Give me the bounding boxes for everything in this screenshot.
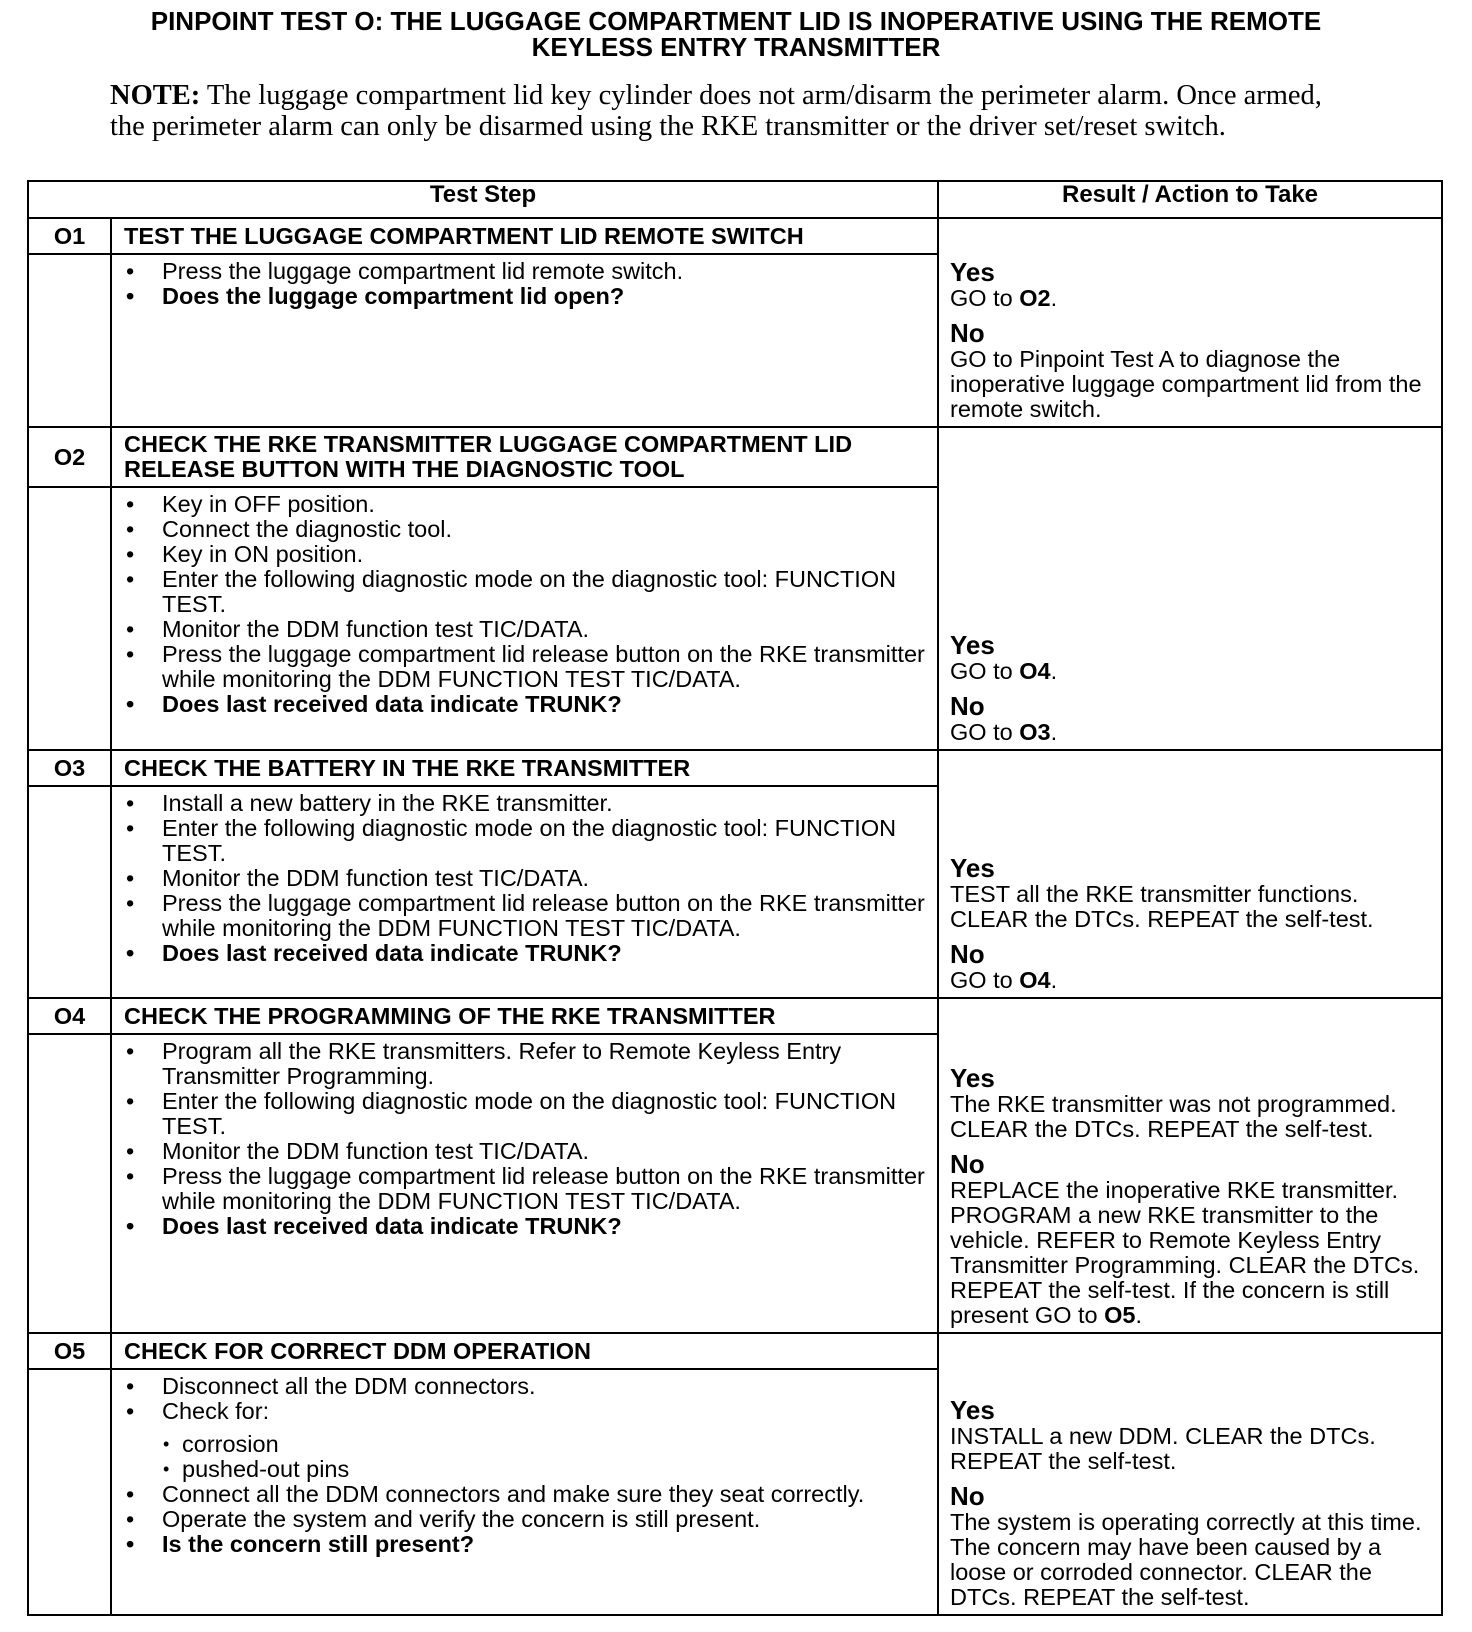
title-line-1: PINPOINT TEST O: THE LUGGAGE COMPARTMENT LID IS INOPERATIVE USING THE REMOTE: [150, 6, 1322, 36]
yes-action: TEST all the RKE transmitter functions. CLEAR the DTCs. REPEAT the self-test.: [950, 881, 1374, 932]
step-instructions: [111, 1369, 938, 1615]
yes-label: Yes: [950, 853, 995, 883]
step-number-blank: [28, 786, 111, 998]
step-o5-result: [938, 1333, 1442, 1615]
check-for-sublist: [162, 1432, 927, 1482]
step-title: CHECK THE BATTERY IN THE RKE TRANSMITTER: [111, 750, 938, 786]
no-label: No: [950, 691, 985, 721]
step-number: O4: [28, 998, 111, 1034]
step-instructions: [111, 254, 938, 427]
step-reference: O4: [1019, 658, 1051, 684]
instruction-item: [124, 1399, 927, 1482]
step-title: CHECK THE RKE TRANSMITTER LUGGAGE COMPARTMENT LID RELEASE BUTTON WITH THE DIAGNOSTIC TOOL: [111, 427, 938, 487]
step-o3-title-row: [28, 750, 1442, 786]
instruction-item: • Key in ON position.: [124, 542, 927, 567]
step-reference: O3: [1019, 719, 1051, 745]
step-number-blank: [28, 487, 111, 750]
no-action: REPLACE the inoperative RKE transmitter. PROGRAM a new RKE transmitter to the vehicle. REFER to Remote Keyless Entry Transmitter Programming. CLEAR the DTCs. REPEAT the self-test. If the concern is still present GO to O5.: [950, 1177, 1420, 1328]
step-o5-title-row: [28, 1333, 1442, 1369]
sub-item: • corrosion: [162, 1432, 927, 1457]
step-reference: O4: [1019, 967, 1051, 993]
step-number-blank: [28, 254, 111, 427]
instruction-question: • Is the concern still present?: [124, 1532, 927, 1557]
step-title: CHECK THE PROGRAMMING OF THE RKE TRANSMITTER: [111, 998, 938, 1034]
instruction-question: • Does last received data indicate TRUNK?: [124, 1214, 927, 1239]
note-paragraph: [110, 80, 1360, 142]
yes-action: GO to O2.: [950, 285, 1058, 311]
pinpoint-test-table: [27, 180, 1443, 1616]
instruction-item: • Enter the following diagnostic mode on the diagnostic tool: FUNCTION TEST.: [124, 1089, 927, 1139]
no-label: No: [950, 318, 985, 348]
step-number: O5: [28, 1333, 111, 1369]
step-o1-result: [938, 218, 1442, 427]
instruction-item: • Connect all the DDM connectors and make sure they seat correctly.: [124, 1482, 927, 1507]
step-o2-title-row: [28, 427, 1442, 487]
column-header-test-step: Test Step: [28, 181, 938, 218]
instruction-item: • Press the luggage compartment lid remote switch.: [124, 259, 927, 284]
step-reference: O2: [1019, 285, 1051, 311]
step-number-blank: [28, 1369, 111, 1615]
table-header-row: [28, 181, 1442, 218]
yes-action: The RKE transmitter was not programmed. CLEAR the DTCs. REPEAT the self-test.: [950, 1091, 1397, 1142]
no-label: No: [950, 1481, 985, 1511]
title-line-2: KEYLESS ENTRY TRANSMITTER: [531, 32, 941, 62]
step-o3-result: [938, 750, 1442, 998]
instruction-item: • Monitor the DDM function test TIC/DATA.: [124, 1139, 927, 1164]
no-label: No: [950, 939, 985, 969]
step-instructions: [111, 487, 938, 750]
step-instructions: [111, 786, 938, 998]
step-number: O1: [28, 218, 111, 254]
no-action: GO to O4.: [950, 967, 1058, 993]
instruction-item: • Monitor the DDM function test TIC/DATA.: [124, 617, 927, 642]
instruction-question: • Does last received data indicate TRUNK?: [124, 692, 927, 717]
step-reference: O5: [1104, 1302, 1136, 1328]
yes-label: Yes: [950, 1395, 995, 1425]
no-action: GO to O3.: [950, 719, 1058, 745]
instruction-item: • Press the luggage compartment lid release button on the RKE transmitter while monitoring the DDM FUNCTION TEST TIC/DATA.: [124, 642, 927, 692]
step-number-blank: [28, 1034, 111, 1333]
instruction-item: • Connect the diagnostic tool.: [124, 517, 927, 542]
step-o4-result: [938, 998, 1442, 1333]
yes-action: INSTALL a new DDM. CLEAR the DTCs. REPEAT the self-test.: [950, 1423, 1376, 1474]
instruction-question: • Does last received data indicate TRUNK?: [124, 941, 927, 966]
no-label: No: [950, 1149, 985, 1179]
check-for-label: Check for:: [162, 1398, 270, 1424]
instruction-item: • Monitor the DDM function test TIC/DATA.: [124, 866, 927, 891]
instruction-item: • Operate the system and verify the concern is still present.: [124, 1507, 927, 1532]
step-instructions: [111, 1034, 938, 1333]
yes-label: Yes: [950, 630, 995, 660]
step-title: CHECK FOR CORRECT DDM OPERATION: [111, 1333, 938, 1369]
note-label: NOTE:: [110, 80, 201, 111]
yes-action: GO to O4.: [950, 658, 1058, 684]
step-title: TEST THE LUGGAGE COMPARTMENT LID REMOTE SWITCH: [111, 218, 938, 254]
step-number: O3: [28, 750, 111, 786]
no-action: The system is operating correctly at this time. The concern may have been caused by a loose or corroded connector. CLEAR the DTCs. REPEAT the self-test.: [950, 1509, 1422, 1610]
no-action: GO to Pinpoint Test A to diagnose the inoperative luggage compartment lid from the remote switch.: [950, 346, 1422, 422]
step-o4-title-row: [28, 998, 1442, 1034]
yes-label: Yes: [950, 1063, 995, 1093]
instruction-item: • Enter the following diagnostic mode on the diagnostic tool: FUNCTION TEST.: [124, 816, 927, 866]
instruction-item: • Enter the following diagnostic mode on the diagnostic tool: FUNCTION TEST.: [124, 567, 927, 617]
instruction-item: • Program all the RKE transmitters. Refer to Remote Keyless Entry Transmitter Programming.: [124, 1039, 927, 1089]
column-header-result: Result / Action to Take: [938, 181, 1442, 218]
instruction-item: • Install a new battery in the RKE transmitter.: [124, 791, 927, 816]
instruction-item: • Key in OFF position.: [124, 492, 927, 517]
step-o2-result: [938, 427, 1442, 750]
instruction-item: • Press the luggage compartment lid release button on the RKE transmitter while monitoring the DDM FUNCTION TEST TIC/DATA.: [124, 1164, 927, 1214]
page-title: [0, 8, 1472, 60]
step-number: O2: [28, 427, 111, 487]
sub-item: • pushed-out pins: [162, 1457, 927, 1482]
instruction-question: • Does the luggage compartment lid open?: [124, 284, 927, 309]
instruction-item: • Press the luggage compartment lid release button on the RKE transmitter while monitoring the DDM FUNCTION TEST TIC/DATA.: [124, 891, 927, 941]
yes-label: Yes: [950, 257, 995, 287]
step-o1-title-row: [28, 218, 1442, 254]
instruction-item: • Disconnect all the DDM connectors.: [124, 1374, 927, 1399]
note-text: The luggage compartment lid key cylinder does not arm/disarm the perimeter alarm. Once armed, the perimeter alarm can only be disarmed using the RKE transmitter or the driver set/reset switch.: [110, 80, 1322, 142]
